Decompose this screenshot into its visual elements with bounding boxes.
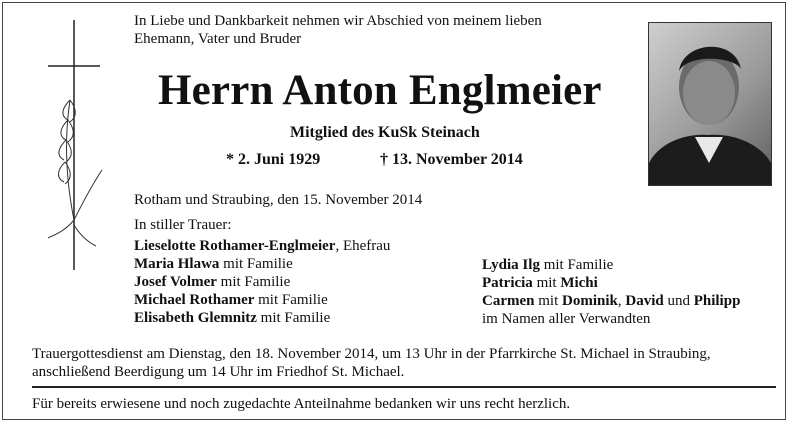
cross-with-wheat-icon xyxy=(44,20,104,275)
connector-text: , xyxy=(617,293,626,309)
mourner-relation: mit Familie xyxy=(254,292,328,308)
mourner-relation: , Ehefrau xyxy=(335,238,391,254)
mourner-name: Patricia xyxy=(482,275,533,291)
birth-date: * 2. Juni 1929 xyxy=(226,151,321,168)
mourner-name: Lydia Ilg xyxy=(482,257,540,273)
death-date: † 13. November 2014 xyxy=(380,151,523,168)
mourner-name: Josef Volmer xyxy=(134,274,217,290)
intro-line-2: Ehemann, Vater und Bruder xyxy=(134,31,302,47)
thanks-text: Für bereits erwiesene und noch zugedachte Anteilnahme bedanken wir uns recht herzlich. xyxy=(32,396,571,412)
service-info xyxy=(32,345,711,381)
deceased-name: Herrn Anton Englmeier xyxy=(158,67,602,114)
mourner-name: Carmen xyxy=(482,293,535,309)
service-line-2: anschließend Beerdigung um 14 Uhr im Friedhof St. Michael. xyxy=(32,364,405,380)
intro-line-1: In Liebe und Dankbarkeit nehmen wir Abschied von meinem lieben xyxy=(134,13,542,29)
mourner-name: Elisabeth Glemnitz xyxy=(134,310,257,326)
mourner-name: Michael Rothamer xyxy=(134,292,255,308)
divider xyxy=(32,386,776,388)
mourner-line xyxy=(482,256,740,274)
connector-text: mit xyxy=(532,275,561,291)
mourner-line xyxy=(134,291,390,309)
membership: Mitglied des KuSk Steinach xyxy=(290,124,480,141)
mourner-relation: mit Familie xyxy=(256,310,331,326)
mourner-line xyxy=(134,255,390,273)
mourner-relation: mit Familie xyxy=(216,274,291,290)
mourner-name: Lieselotte Rothamer-Englmeier xyxy=(134,238,336,254)
connector-text: mit xyxy=(534,293,563,309)
mourner-relation: mit Familie xyxy=(219,256,293,272)
connector-text: und xyxy=(663,293,694,309)
mourner-relation: mit Familie xyxy=(539,257,614,273)
mourner-line xyxy=(482,274,740,292)
mourners-right xyxy=(482,256,740,328)
mourner-name: Philipp xyxy=(693,293,741,309)
mourner-line xyxy=(134,309,390,327)
mourning-label: In stiller Trauer: xyxy=(134,217,232,233)
service-line-1: Trauergottesdienst am Dienstag, den 18. November 2014, um 13 Uhr in der Pfarrkirche St. Michael in Straubing, xyxy=(32,346,711,362)
mourner-line xyxy=(482,292,740,310)
mourner-line xyxy=(134,237,390,255)
intro-text xyxy=(134,12,542,48)
mourner-name: David xyxy=(625,293,664,309)
mourner-name: Michi xyxy=(560,275,598,291)
mourner-line xyxy=(134,273,390,291)
place-date: Rotham und Straubing, den 15. November 2014 xyxy=(134,192,423,208)
relatives-line: im Namen aller Verwandten xyxy=(482,311,651,327)
mourners-left xyxy=(134,237,390,327)
mourner-name: Maria Hlawa xyxy=(134,256,220,272)
mourner-name: Dominik xyxy=(562,293,618,309)
